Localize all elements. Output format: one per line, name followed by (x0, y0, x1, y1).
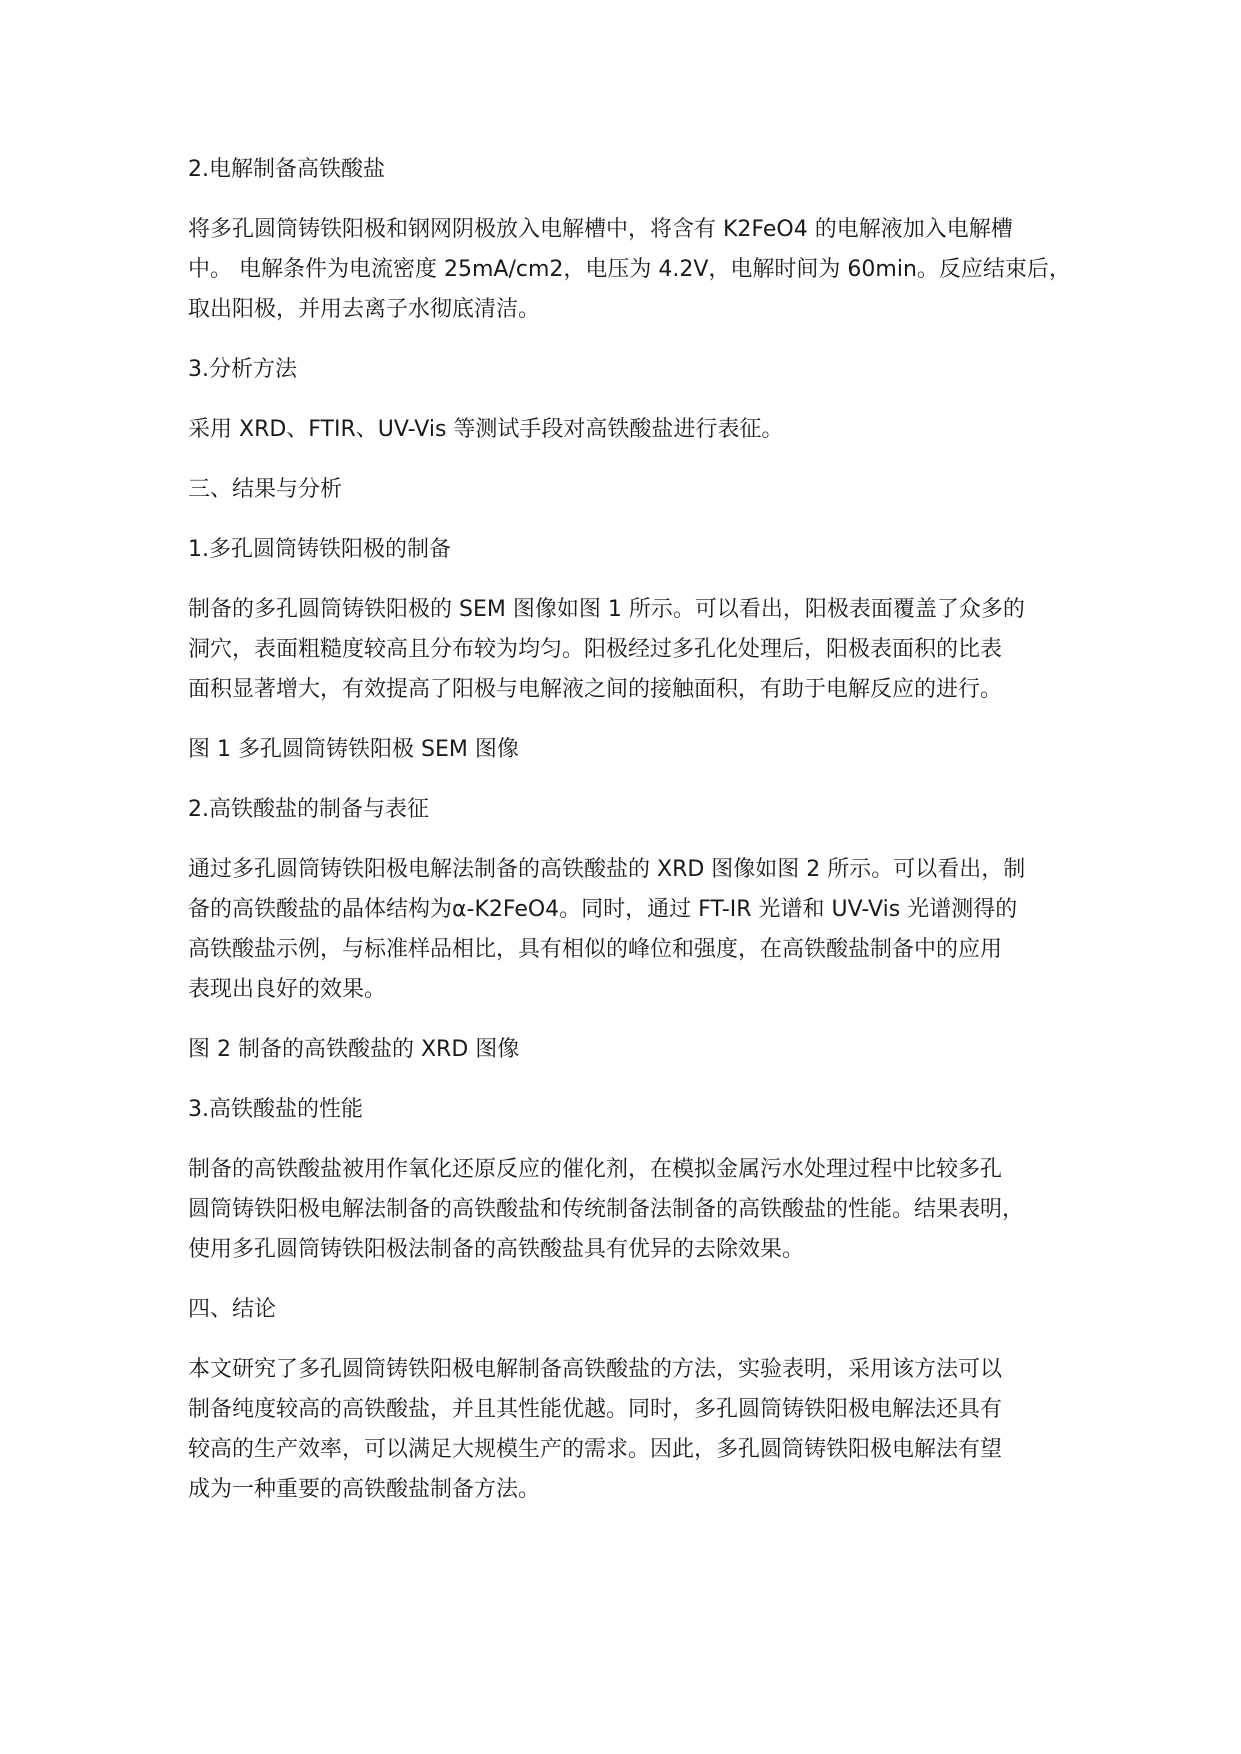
section-heading (188, 1030, 1088, 1070)
paragraph-line: 使用多孔圆筒铸铁阳极法制备的高铁酸盐具有优异的去除效果。 (188, 1237, 805, 1262)
paragraph-line: 将多孔圆筒铸铁阳极和钢网阴极放入电解槽中，将含有 K2FeO4 的电解液加入电解槽 (188, 217, 1013, 242)
heading-text: 2.高铁酸盐的制备与表征 (188, 797, 429, 822)
paragraph-line: 较高的生产效率，可以满足大规模生产的需求。因此，多孔圆筒铸铁阳极电解法有望 (188, 1437, 1003, 1462)
section-heading (188, 1290, 1088, 1330)
paragraph (188, 210, 1088, 330)
section-heading (188, 730, 1088, 770)
paragraph-line: 采用 XRD、FTIR、UV-Vis 等测试手段对高铁酸盐进行表征。 (188, 417, 784, 442)
heading-text: 3.高铁酸盐的性能 (188, 1097, 363, 1122)
paragraph-line: 取出阳极，并用去离子水彻底清洁。 (188, 297, 541, 322)
paragraph-line: 表现出良好的效果。 (188, 977, 387, 1002)
paragraph (188, 410, 1088, 450)
heading-text: 四、结论 (188, 1297, 277, 1322)
heading-text: 图 2 制备的高铁酸盐的 XRD 图像 (188, 1037, 520, 1062)
paragraph-line: 圆筒铸铁阳极电解法制备的高铁酸盐和传统制备法制备的高铁酸盐的性能。结果表明， (188, 1197, 1025, 1222)
heading-text: 图 1 多孔圆筒铸铁阳极 SEM 图像 (188, 737, 519, 762)
heading-text: 3.分析方法 (188, 357, 297, 382)
paragraph (188, 850, 1088, 1010)
paragraph-line: 制备的高铁酸盐被用作氧化还原反应的催化剂，在模拟金属污水处理过程中比较多孔 (188, 1157, 1003, 1182)
paragraph-line: 制备纯度较高的高铁酸盐，并且其性能优越。同时，多孔圆筒铸铁阳极电解法还具有 (188, 1397, 1003, 1422)
paragraph-line: 高铁酸盐示例，与标准样品相比，具有相似的峰位和强度，在高铁酸盐制备中的应用 (188, 937, 1003, 962)
section-heading (188, 1090, 1088, 1130)
paragraph (188, 1350, 1088, 1510)
heading-text: 1.多孔圆筒铸铁阳极的制备 (188, 537, 451, 562)
paragraph-line: 备的高铁酸盐的晶体结构为α-K2FeO4。同时，通过 FT-IR 光谱和 UV-Vis 光谱测得的 (188, 897, 1018, 922)
paragraph (188, 1150, 1088, 1270)
paragraph-line: 洞穴，表面粗糙度较高且分布较为均匀。阳极经过多孔化处理后，阳极表面积的比表 (188, 637, 1003, 662)
paragraph-line: 中。 电解条件为电流密度 25mA/cm2，电压为 4.2V，电解时间为 60min。反应结束后， (188, 257, 1071, 282)
section-heading (188, 470, 1088, 510)
paragraph (188, 590, 1088, 710)
paragraph-line: 成为一种重要的高铁酸盐制备方法。 (188, 1477, 541, 1502)
heading-text: 2.电解制备高铁酸盐 (188, 157, 385, 182)
section-heading (188, 150, 1088, 190)
paragraph-line: 本文研究了多孔圆筒铸铁阳极电解制备高铁酸盐的方法，实验表明，采用该方法可以 (188, 1357, 1003, 1382)
paragraph-line: 通过多孔圆筒铸铁阳极电解法制备的高铁酸盐的 XRD 图像如图 2 所示。可以看出，制 (188, 857, 1026, 882)
section-heading (188, 790, 1088, 830)
heading-text: 三、结果与分析 (188, 477, 343, 502)
section-heading (188, 530, 1088, 570)
paragraph-line: 面积显著增大，有效提高了阳极与电解液之间的接触面积，有助于电解反应的进行。 (188, 677, 1003, 702)
section-heading (188, 350, 1088, 390)
document-page (188, 150, 1088, 1530)
paragraph-line: 制备的多孔圆筒铸铁阳极的 SEM 图像如图 1 所示。可以看出，阳极表面覆盖了众多的 (188, 597, 1025, 622)
